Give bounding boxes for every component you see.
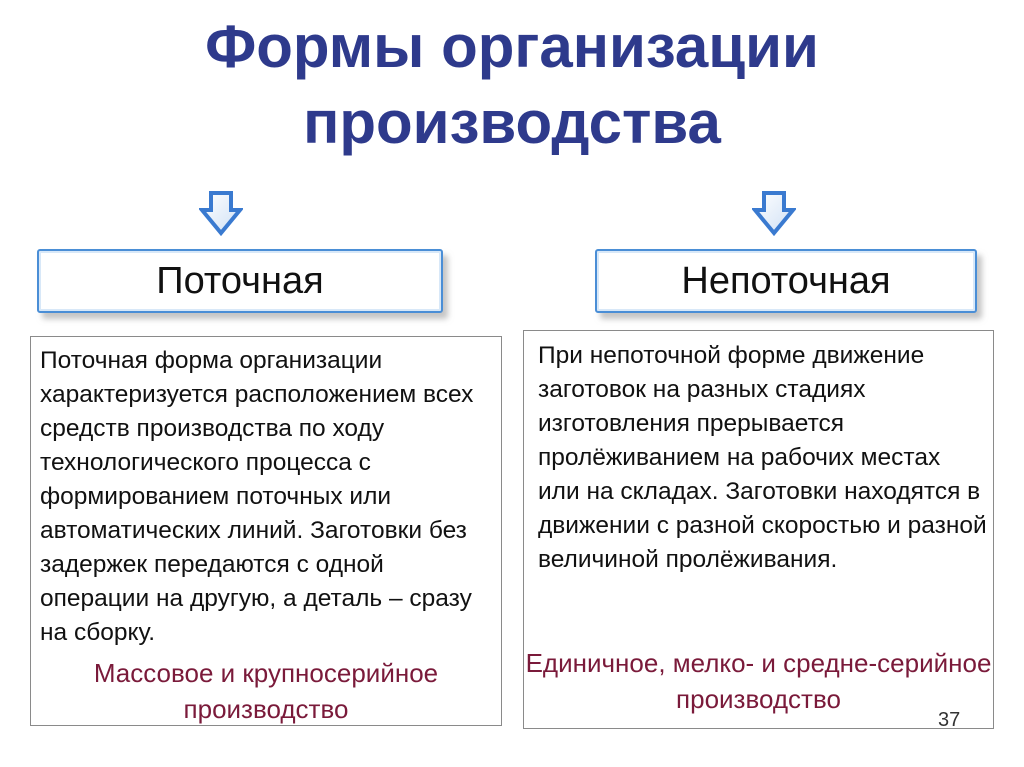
header-non-flow-production: Непоточная xyxy=(595,249,977,313)
production-type-flow: Массовое и крупносерийное производство xyxy=(93,658,439,724)
header-flow-production: Поточная xyxy=(37,249,443,313)
production-type-non-flow: Единичное, мелко- и средне-серийное производство xyxy=(525,648,992,714)
description-box-flow xyxy=(30,336,502,726)
page-number: 37 xyxy=(938,709,961,731)
description-text-flow: Поточная форма организации характеризуется расположением всех средств производства по ходу технологического процесса с формированием поточных или автоматических линий. Заготовки без задержек передаются с одной операции на другую, а деталь – сразу на сборку. xyxy=(40,347,474,646)
slide-title-line-2: производства xyxy=(303,89,721,156)
description-box-non-flow xyxy=(523,330,994,729)
slide-title-line-1: Формы организации xyxy=(205,13,819,80)
description-text-non-flow: При непоточной форме движение заготовок на разных стадиях изготовления прерывается пролёживанием на рабочих местах или на складах. Заготовки находятся в движении с разной скоростью и разной величиной пролёживания. xyxy=(538,342,987,573)
down-arrow-icon xyxy=(199,190,243,236)
down-arrow-icon xyxy=(752,190,796,236)
